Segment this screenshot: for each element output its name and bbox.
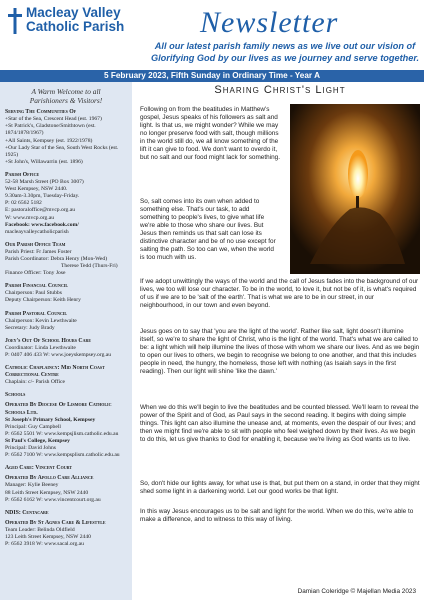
school2-name: St Paul's College, Kempsey (5, 437, 70, 444)
oshc-line: Coordinator: Linda Lewthwaite (5, 344, 76, 351)
logo-text (26, 6, 124, 34)
office-line: 52-58 Marsh Street (PO Box 3007) (5, 179, 84, 186)
school1-line[interactable]: P: 6562 5501 W: www.kempsjlism.catholic.edu.au (5, 430, 119, 437)
community-item: +St Patrick's, Gladstone/Smithtown (est. 1874/1878/1967) (5, 123, 96, 137)
welcome-line-2: Parishioners & Visitors! (29, 95, 103, 105)
oshc-line[interactable]: P: 0407 406 433 W: www.joeyskempsey.org.au (5, 352, 112, 358)
paragraph-2: So, salt comes into its own when added to something else. That's our task, to add something to people's lives, to give what life we're able to those who share our lives. But Jesus then reminds us that salt can lose its distinctive character and be of no use except for salting the path. So too can we, when the world is too much with us. (140, 198, 276, 261)
oshc-heading: Joey's Out Of School Hours Care (5, 337, 92, 344)
newsletter-title: Newsletter (200, 6, 339, 39)
aged-line[interactable]: P: 6562 6162 W: www.vincentcourt.org.au (5, 496, 101, 503)
article (140, 82, 420, 600)
team-line: Therese Tedd (Thurs-Fri) (61, 263, 118, 270)
finance-line: Chairperson: Paul Stubbs (5, 290, 62, 297)
welcome-line-1: A Warm Welcome to all (31, 87, 101, 96)
ndis-sub: Operated By St Agnes Care & Lifestyle (5, 519, 106, 526)
aged-line: Manager: Kylie Beeney (5, 482, 59, 489)
team-line: Parish Coordinator: Debra Henry (Mon-Wed) (5, 255, 108, 262)
school2-line[interactable]: P: 6562 7100 W: www.kempsplism.catholic.edu.au (5, 452, 120, 459)
community-item: +Our Lady Star of the Sea, South West Rocks (est. 1925) (5, 144, 119, 158)
pastoral-heading: Parish Pastoral Council (5, 310, 68, 317)
office-line: West Kempsey, NSW 2440. (5, 186, 68, 193)
finance-heading: Parish Financial Council (5, 283, 69, 290)
ndis-line: 123 Leith Street Kempsey, NSW 2440 (5, 533, 91, 540)
office-heading: Parish Office (5, 171, 40, 178)
parish-logo (4, 4, 144, 44)
office-website[interactable]: W: www.mvcp.org.au (5, 214, 55, 221)
schools-heading: Schools (5, 392, 26, 399)
pastoral-line: Chairperson: Kevin Lewthwaite (5, 317, 77, 324)
candle-image (290, 104, 420, 274)
chaplaincy-line: Chaplain: c/- Parish Office (5, 379, 66, 386)
community-item: +Star of the Sea, Crescent Head (est. 1967) (5, 116, 102, 123)
paragraph-4: Jesus goes on to say that 'you are the light of the world'. Rather like salt, light doesn't illumine itself, so we're to share the light of Christ, who is the light of the world. That's what we are called to be: a light which will help illumine the lives of those with whom we share our lives. And as we begin to open our lives to others, we begin to recognise we belong to one another, and that this includes people in need, the hungry, the homeless, those left with nothing (as Isaiah says in the first reading). Then our light will shine 'like the dawn.' (140, 328, 420, 375)
paragraph-7: In this way Jesus encourages us to be salt and light for the world. When we do this, we're able to make a difference, and to witness to this way of living. (140, 508, 414, 523)
ndis-line: Team Leader: Belinda Oldfield (5, 526, 75, 533)
article-credit: Damian Coleridge © Majellan Media 2023 (297, 588, 416, 595)
community-item: +All Saints, Kempsey (est. 1922/1978) (5, 137, 93, 144)
sidebar (0, 82, 132, 600)
school2-line: Principal: David Johns (5, 445, 56, 452)
ndis-heading: NDIS: Centacare (5, 509, 49, 516)
school1-name: St Joseph's Primary School, Kempsey (5, 416, 96, 423)
chaplaincy-heading: Catholic Chaplaincy: Mid North Coast Correctional Centre (5, 365, 105, 379)
paragraph-3: If we adopt unwittingly the ways of the world and the call of Jesus fades into the background of our lives, we too will lose our character. To be in the world, to love it, but not be of it, is what's required of us if we are to be 'salt of the earth'. That is what we are to be in our street, in our neighbourhood, in our town and even beyond. (140, 278, 419, 309)
tagline: All our latest parish family news as we live out our vision of Glorifying God by our lives as we journey and serve together. (150, 41, 420, 63)
paragraph-5: When we do this we'll begin to live the beatitudes and be counted blessed. We'll learn to reveal the power of the Spirit and of God, as Paul says in the second reading. It begins with doing simple things. This light can also illumine the unease and, at moments, even the despair of our lives; and then we might find we're able to sit with people who feel weighed down by their lives. As we begin to do this, let us give thanks to God for enabling it, because we're living as God wants us to live. (140, 404, 419, 443)
team-line: Finance Officer: Tony Jose (5, 270, 66, 277)
office-email[interactable]: E: pastoraloffice@mvcp.org.au (5, 207, 76, 214)
logo-line-2: Catholic Parish (26, 19, 125, 34)
aged-sub: Operated By Apollo Care Alliance (5, 475, 94, 482)
serving-heading: Serving The Communities Of (5, 109, 77, 116)
team-line: Parish Priest: Fr James Foster (5, 248, 72, 255)
ndis-line[interactable]: P: 6562 3918 W: www.sacal.org.au (5, 541, 84, 548)
logo-line-1: Macleay Valley (26, 5, 121, 20)
office-phone: P: 02 6562 5182 (5, 200, 42, 207)
schools-sub: Operated By Diocese Of Lismore Catholic Schools Ltd. (5, 402, 112, 416)
aged-heading: Aged Care: Vincent Court (5, 465, 73, 472)
date-band: 5 February 2023, Fifth Sunday in Ordinary Time - Year A (0, 70, 424, 82)
community-item: +St John's, Willawarrin (est. 1896) (5, 158, 83, 165)
school1-line: Principal: Guy Campbell (5, 423, 61, 430)
office-line: 9.30am-3.30pm, Tuesday-Friday. (5, 193, 80, 200)
team-heading: Our Parish Office Team (5, 241, 66, 248)
aged-line: 88 Leith Street Kempsey, NSW 2440 (5, 489, 89, 496)
article-title: Sharing Christ's Light (214, 84, 346, 96)
facebook-link[interactable]: Facebook: www.facebook.com/ (5, 221, 79, 228)
finance-line: Deputy Chairperson: Keith Henry (5, 297, 81, 304)
pastoral-line: Secretary: Judy Brady (5, 324, 55, 331)
masthead (0, 0, 424, 70)
paragraph-6: So, don't hide our lights away, for what use is that, but put them on a stand, in order that they might shed some light in a darkening world. Let our good works be that light. (140, 480, 420, 495)
welcome-message (5, 88, 127, 105)
paragraph-1: Following on from the beatitudes in Matthew's gospel, Jesus speaks of his followers as salt and light. Is that us, we might wonder? While we may no longer preserve food with salt, though millions in the world still do, we all know something of the lift it can give to food. We don't want to overdo it, but no salt and our food might lack for something. (140, 106, 280, 161)
facebook-link-cont[interactable]: macleayvalleycatholicparish (5, 228, 69, 235)
cross-icon (8, 8, 22, 34)
